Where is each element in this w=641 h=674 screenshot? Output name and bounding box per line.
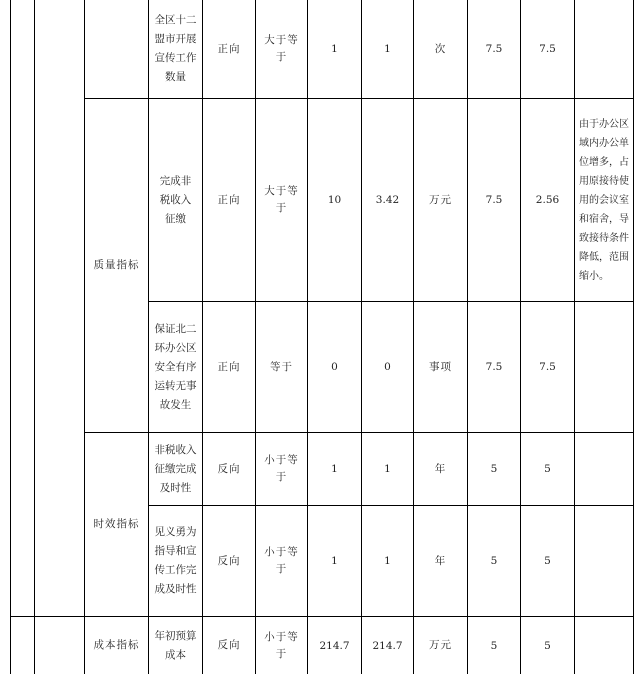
indicator-name: 年初预算成本 — [154, 629, 197, 661]
operator: 大于等于 — [264, 185, 299, 214]
unit: 万元 — [429, 193, 452, 206]
weight: 7.5 — [485, 43, 503, 55]
grid-line — [10, 0, 11, 674]
unit: 年 — [434, 462, 447, 475]
grid-line — [34, 0, 35, 674]
score: 7.5 — [539, 43, 556, 55]
actual-value: 3.42 — [375, 194, 400, 206]
unit: 年 — [434, 554, 447, 567]
operator: 小于等于 — [264, 454, 299, 483]
actual-value: 1 — [384, 463, 391, 475]
grid-line — [633, 0, 634, 674]
group-label-timeliness: 时效指标 — [93, 518, 140, 530]
unit: 事项 — [429, 360, 452, 373]
score: 2.56 — [535, 194, 560, 206]
direction: 反向 — [217, 462, 241, 475]
operator: 等于 — [270, 360, 293, 373]
weight: 7.5 — [485, 361, 503, 373]
target-value: 0 — [331, 361, 338, 373]
unit: 万元 — [429, 639, 452, 651]
actual-value: 1 — [384, 43, 391, 55]
actual-value: 1 — [384, 555, 391, 567]
target-value: 1 — [331, 555, 338, 567]
indicator-name: 保证北二环办公区安全有序运转无事故发生 — [154, 322, 197, 411]
deviation-reason: 由于办公区域内办公单位增多，占用原接待使用的会议室和宿舍，导致接待条件降低，范围缩小。 — [579, 118, 629, 282]
direction: 正向 — [217, 360, 241, 373]
operator: 小于等于 — [264, 630, 299, 660]
indicator-name: 非税收入征缴完成及时性 — [154, 443, 197, 494]
target-value: 1 — [331, 463, 338, 475]
unit: 次 — [434, 42, 447, 55]
target-value: 214.7 — [319, 639, 350, 652]
direction: 正向 — [217, 193, 241, 206]
score: 5 — [544, 463, 551, 475]
direction: 反向 — [217, 554, 241, 567]
indicator-name: 全区十二盟市开展宣传工作数量 — [154, 14, 197, 83]
actual-value: 0 — [384, 361, 391, 373]
weight: 5 — [490, 463, 498, 475]
actual-value: 214.7 — [372, 639, 403, 652]
operator: 大于等于 — [264, 34, 299, 63]
score: 5 — [544, 555, 551, 567]
target-value: 1 — [331, 43, 338, 55]
target-value: 10 — [327, 194, 342, 206]
indicator-name: 完成非税收入征缴 — [159, 174, 192, 225]
weight: 7.5 — [485, 194, 503, 206]
operator: 小于等于 — [264, 546, 299, 575]
score: 7.5 — [539, 361, 556, 373]
group-label-cost: 成本指标 — [93, 639, 140, 651]
direction: 正向 — [217, 42, 241, 55]
indicator-name: 见义勇为指导和宣传工作完成及时性 — [154, 526, 197, 595]
weight: 5 — [490, 639, 498, 652]
group-label-quality: 质量指标 — [93, 259, 140, 271]
weight: 5 — [490, 555, 498, 567]
score: 5 — [544, 639, 551, 652]
direction: 反向 — [217, 639, 241, 651]
